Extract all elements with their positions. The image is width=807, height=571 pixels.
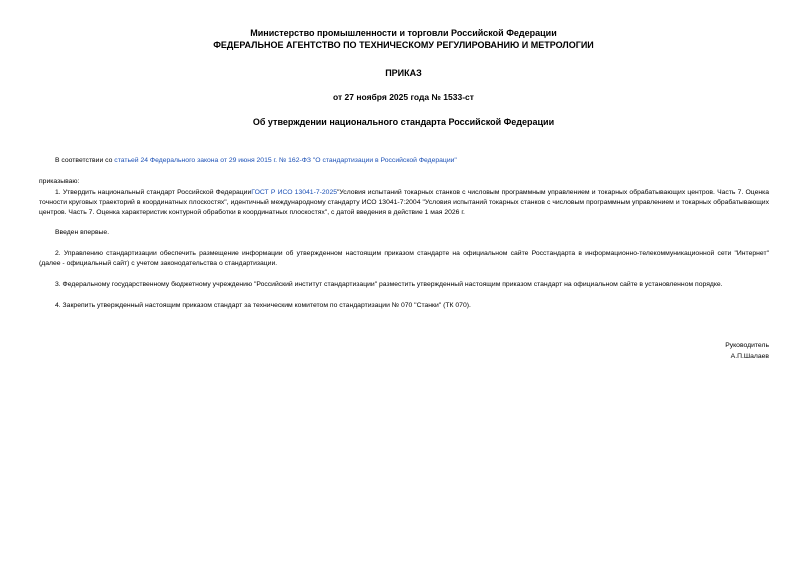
law-link[interactable]: статьей 24 Федерального закона от 29 июня 2015 г. № 162-ФЗ "О стандартизации в Российской Федерации" — [114, 157, 457, 164]
agency-name: ФЕДЕРАЛЬНОЕ АГЕНТСТВО ПО ТЕХНИЧЕСКОМУ РЕГУЛИРОВАНИЮ И МЕТРОЛОГИИ — [213, 40, 594, 50]
item-3-paragraph: 3. Федеральному государственному бюджетному учреждению "Российский институт стандартизации" разместить утвержденный настоящим приказом стандарт на официальном сайте в установленном порядке. — [55, 281, 723, 288]
introduced-note: Введен впервые. — [55, 229, 110, 236]
document-type: ПРИКАЗ — [385, 68, 422, 78]
document-date: от 27 ноября 2025 года № 1533-ст — [333, 92, 474, 102]
signature-position: Руководитель — [725, 342, 769, 349]
item-2-paragraph: 2. Управлению стандартизации обеспечить размещение информации об утвержденном настоящим приказом стандарте на официальном сайте Росстандарта в информационно-телекоммуникационной сети "Интернет" (далее - официальный сайт) с учетом законодательства о стандартизации. — [39, 250, 769, 267]
standard-link[interactable]: ГОСТ Р ИСО 13041-7-2025 — [251, 189, 338, 196]
preamble-prefix: В соответствии со — [55, 157, 115, 164]
order-word: приказываю: — [39, 178, 80, 185]
signature-name: А.П.Шалаев — [730, 353, 769, 360]
preamble-paragraph — [39, 156, 769, 166]
document-title: Об утверждении национального стандарта Российской Федерации — [252, 117, 555, 127]
item-1-paragraph — [39, 188, 769, 218]
item-4-paragraph: 4. Закрепить утвержденный настоящим приказом стандарт за техническим комитетом по стандартизации № 070 "Станки" (ТК 070). — [55, 302, 471, 309]
item-1-prefix: 1. Утвердить национальный стандарт Российской Федерации — [55, 189, 252, 196]
ministry-name: Министерство промышленности и торговли Российской Федерации — [250, 28, 557, 38]
item-1-rest: "Условия испытаний токарных станков с числовым программным управлением и токарных обрабатывающих центров. Часть 7. Оценка точности круговых траекторий в координатных плоскостях", идентичный международному стандарту ИСО 13041-7:2004 "Условия испытаний токарных станков с числовым программным управлением и токарных обрабатывающих центров. Часть 7. Оценка характеристик контурной обработки в координатных плоскостях", с датой введения в действие 1 мая 2026 г. — [39, 189, 770, 216]
